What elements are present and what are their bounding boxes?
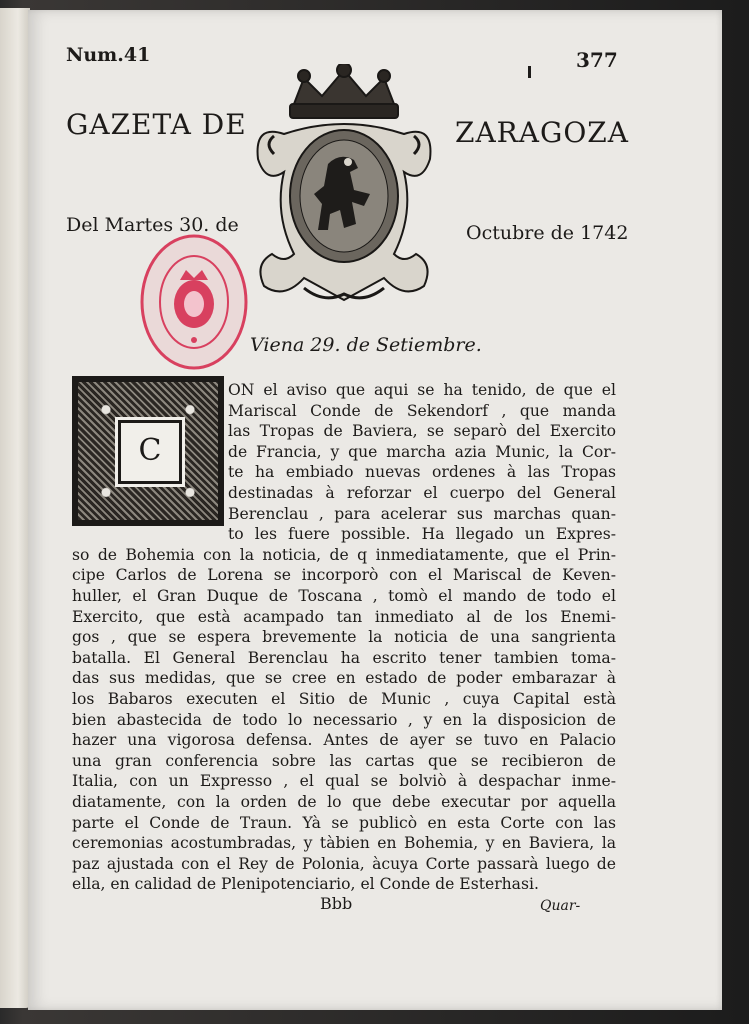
dateline: Viena 29. de Setiembre. <box>250 334 482 356</box>
catchword: Quar- <box>540 898 581 914</box>
text-line: Berenclau , para acelerar sus marchas quan- <box>228 504 616 523</box>
text-line: los Babaros executen el Sitio de Munic , cuya Capital està <box>72 690 616 708</box>
text-line: parte el Conde de Traun. Yà se publicò en esta Corte con las <box>72 813 616 832</box>
text-line: Exercito, que està acampado tan inmediato al de los Enemi- <box>72 607 616 626</box>
coat-of-arms-emblem <box>244 64 444 310</box>
text-line: ceremonias acostumbradas, y tàbien en Bohemia, y en Baviera, la <box>72 834 616 853</box>
drop-cap-letter: C <box>118 420 182 484</box>
text-line: Italia, con un Expresso , el qual se bolviò à despachar inme- <box>72 772 616 791</box>
text-line: batalla. El General Berenclau ha escrito tener tambien toma- <box>72 648 616 667</box>
text-line: cipe Carlos de Lorena se incorporò con el Mariscal de Keven- <box>72 566 616 585</box>
text-line: gos , que se espera brevemente la noticia de una sangrienta <box>72 628 616 647</box>
text-line: hazer una vigorosa defensa. Antes de ayer se tuvo en Palacio <box>72 731 616 750</box>
text-line: te ha embiado nuevas ordenes à las Tropas <box>228 463 616 482</box>
text-line: Mariscal Conde de Sekendorf , que manda <box>228 401 616 420</box>
ink-mark <box>528 66 531 78</box>
ornamental-initial <box>72 376 224 526</box>
text-line: to les fuere possible. Ha llegado un Expres- <box>228 525 616 544</box>
issue-date-right: Octubre de 1742 <box>466 222 629 244</box>
text-line: de Francia, y que marcha azia Munic, la Cor- <box>228 442 616 461</box>
text-line: huller, el Gran Duque de Toscana , tomò el mando de todo el <box>72 587 616 605</box>
text-line: paz ajustada con el Rey de Polonia, àcuya Corte passarà luego de <box>72 854 616 873</box>
issue-date-left: Del Martes 30. de <box>66 214 239 236</box>
text-line: una gran conferencia sobre las cartas que se recibieron de <box>72 751 616 770</box>
text-line: so de Bohemia con la noticia, de q inmediatamente, que el Prin- <box>72 545 616 564</box>
library-stamp <box>138 232 250 372</box>
text-line: diatamente, con la orden de lo que debe executar por aquella <box>72 793 616 811</box>
issue-number: Num.41 <box>66 44 151 66</box>
text-line: destinadas à reforzar el cuerpo del General <box>228 484 616 502</box>
text-line: bien abastecida de todo lo necessario , y en la disposicion de <box>72 710 616 729</box>
signature-mark: Bbb <box>320 894 353 913</box>
masthead-title-right: ZARAGOZA <box>455 116 629 149</box>
text-line: las Tropas de Baviera, se separò del Exercito <box>228 422 616 441</box>
masthead-title-left: GAZETA DE <box>66 108 247 141</box>
text-line: ON el aviso que aqui se ha tenido, de que el <box>228 381 616 399</box>
text-line: das sus medidas, que se cree en estado de poder embarazar à <box>72 669 616 688</box>
text-line: ella, en calidad de Plenipotenciario, el Conde de Esterhasi. <box>72 875 539 894</box>
page-number: 377 <box>576 48 618 72</box>
left-page-edge <box>0 8 30 1008</box>
